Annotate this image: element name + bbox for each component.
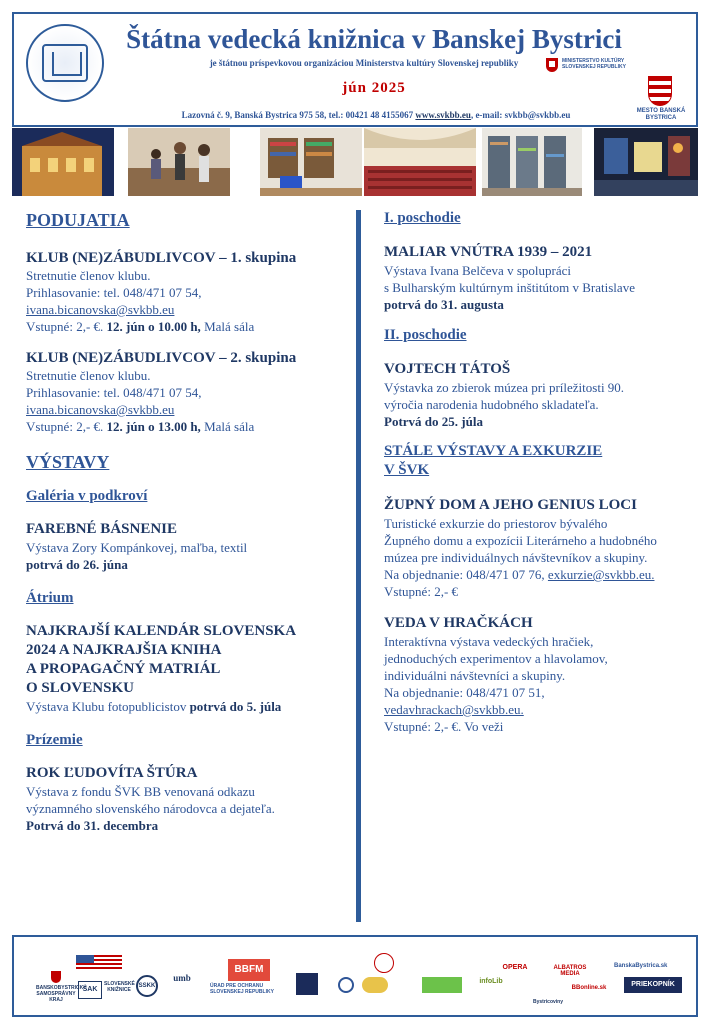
location-floor1: I. poschodie — [384, 210, 461, 226]
section-vystavy: VÝSTAVY — [26, 452, 110, 472]
header-subtitle: je štátnou príspevkovou organizáciou Ministerstva kultúry Slovenskej republiky — [209, 58, 519, 68]
hall-photo — [364, 128, 476, 196]
sponsor-logo: ALBATROS MEDIA — [553, 965, 587, 977]
exhibition-fee: Vstupné: 2,- €. Vo veži — [384, 719, 504, 734]
sponsor-logo: PRIEKOPNÍK — [624, 977, 682, 993]
sponsor-logo-green — [422, 977, 462, 993]
exhibition-title: MALIAR VNÚTRA 1939 – 2021 — [384, 244, 593, 260]
exhibition-photo — [594, 128, 698, 196]
column-divider — [356, 210, 361, 922]
crest-icon — [648, 76, 672, 106]
ministry-label: MINISTERSTVO KULTÚRY SLOVENSKEJ REPUBLIKY — [562, 58, 626, 70]
crest-icon — [51, 971, 61, 983]
exhibition-title: ROK ĽUDOVÍTA ŠTÚRA — [26, 765, 198, 781]
exhibition-desc: Výstavka zo zbierok múzea pri príležitosti 90. — [384, 380, 625, 395]
building-icon — [42, 44, 88, 82]
exhibition-desc: individuálni návštevníci a skupiny. — [384, 668, 566, 683]
sponsor-logo: BBFM — [228, 959, 270, 981]
veda-email-link[interactable]: vedavhrackach@svkbb.eu. — [384, 702, 524, 717]
exhibition-order: Na objednanie: 048/471 07 51, — [384, 685, 545, 700]
location-galeria: Galéria v podkroví — [26, 488, 148, 504]
location-prizemie: Prízemie — [26, 732, 83, 748]
event-desc: Stretnutie členov klubu. — [26, 368, 151, 383]
exhibition-order: Na objednanie: 048/471 07 76, exkurzie@svkbb.eu. — [384, 567, 655, 582]
event-title: KLUB (NE)ZÁBUDLIVCOV – 2. skupina — [26, 350, 297, 366]
bookshelves-photo — [482, 128, 582, 196]
sponsor-logo: SSKK — [136, 975, 158, 997]
reading-room-photo — [260, 128, 362, 196]
photo-strip — [12, 128, 698, 196]
event-registration: Prihlasovanie: tel. 048/471 07 54, — [26, 385, 202, 400]
section-permanent: V ŠVK — [384, 462, 430, 478]
exhibition-desc: Turistické exkurzie do priestorov bývalého — [384, 516, 608, 531]
exhibition-until: Potrvá do 31. decembra — [26, 818, 159, 833]
sponsor-logo: umb — [173, 973, 191, 983]
flag-logo — [76, 955, 122, 969]
exhibition-title: VEDA V HRAČKÁCH — [384, 615, 533, 631]
section-permanent: STÁLE VÝSTAVY A EXKURZIE — [384, 443, 603, 459]
event-email-link[interactable]: ivana.bicanovska@svkbb.eu — [26, 302, 175, 317]
sponsor-logo: SAK — [78, 981, 102, 999]
sponsor-logo: BANSKOBYSTRICKÝ SAMOSPRÁVNY KRAJ — [36, 971, 76, 1003]
exhibition-desc: Výstava Ivana Belčeva v spolupráci — [384, 263, 571, 278]
sponsor-seal — [374, 953, 394, 973]
event-desc: Stretnutie členov klubu. — [26, 268, 151, 283]
email-text: , e-mail: svkbb@svkbb.eu — [470, 110, 571, 120]
city-label: MESTO BANSKÁ BYSTRICA — [636, 108, 686, 121]
sponsor-logo: BanskaBystrica.sk — [614, 963, 668, 969]
sponsor-logo: SLOVENSKÉ KNIŽNICE — [104, 981, 135, 993]
exhibition-title: NAJKRAJŠÍ KALENDÁR SLOVENSKA — [26, 623, 297, 639]
exhibition-desc: Výstava z fondu ŠVK BB venovaná odkazu — [26, 784, 255, 799]
sponsor-logo-square — [296, 973, 318, 995]
exhibition-until: potrvá do 31. augusta — [384, 297, 504, 312]
ministry-logo — [546, 58, 626, 88]
sponsor-logo: infoLib — [479, 978, 503, 985]
sponsors-footer — [12, 935, 698, 1017]
city-logo — [628, 76, 694, 124]
location-floor2: II. poschodie — [384, 327, 467, 343]
exhibition-desc: významného slovenského národovca a dejateľa. — [26, 801, 275, 816]
sponsor-logo: BBonline.sk — [571, 985, 607, 991]
exhibition-title: FAREBNÉ BÁSNENIE — [26, 521, 178, 537]
visitors-photo — [128, 128, 230, 196]
exhibition-title: VOJTECH TÁTOŠ — [384, 361, 511, 377]
issue-month: jún 2025 — [342, 80, 406, 96]
web-link[interactable]: www.svkbb.eu — [415, 110, 471, 120]
exhibition-desc: Župného domu a expozícii Literárneho a hudobného — [384, 533, 657, 548]
event-fee: Vstupné: 2,- €. 12. jún o 10.00 h, Malá sála — [26, 319, 255, 334]
sponsor-logo-oval — [362, 977, 388, 993]
section-podujatia: PODUJATIA — [26, 210, 130, 230]
exhibition-desc: s Bulharským kultúrnym inštitútom v Bratislave — [384, 280, 635, 295]
exhibition-title: 2024 A NAJKRAJŠIA KNIHA — [26, 642, 222, 658]
event-email-link[interactable]: ivana.bicanovska@svkbb.eu — [26, 402, 175, 417]
event-registration: Prihlasovanie: tel. 048/471 07 54, — [26, 285, 202, 300]
exhibition-title: A PROPAGAČNÝ MATRIÁL — [26, 661, 221, 677]
header-address: Lazovná č. 9, Banská Bystrica 975 58, tel.: 00421 48 4155067 www.svkbb.eu, e-mail: svkbb@svkbb.eu — [181, 110, 571, 120]
exhibition-desc: jednoduchých experimentov a hlavolamov, — [384, 651, 608, 666]
exhibition-title: O SLOVENSKU — [26, 680, 134, 696]
exhibition-desc: Interaktívna výstava vedeckých hračiek, — [384, 634, 594, 649]
exhibition-desc: Výstava Klubu fotopublicistov potrvá do 5. júla — [26, 699, 282, 714]
exhibition-desc: výročia narodenia hudobného skladateľa. — [384, 397, 599, 412]
library-seal-logo — [26, 24, 104, 102]
exhibition-desc: Výstava Zory Kompánkovej, maľba, textil — [26, 540, 248, 555]
sponsor-logo-circle — [338, 977, 354, 993]
event-title: KLUB (NE)ZÁBUDLIVCOV – 1. skupina — [26, 250, 297, 266]
sponsor-logo: ÚRAD PRE OCHRANU SLOVENSKEJ REPUBLIKY — [210, 983, 274, 995]
exkurzie-email-link[interactable]: exkurzie@svkbb.eu. — [547, 567, 655, 582]
exhibition-fee: Vstupné: 2,- € — [384, 584, 459, 599]
location-atrium: Átrium — [26, 590, 74, 606]
exhibition-title: ŽUPNÝ DOM A JEHO GENIUS LOCI — [384, 497, 637, 513]
event-fee: Vstupné: 2,- €. 12. jún o 13.00 h, Malá sála — [26, 419, 255, 434]
header-frame — [12, 12, 698, 127]
flag-canton — [76, 955, 94, 963]
sponsor-logo: OPERA — [502, 964, 528, 971]
exhibition-desc: múzea pre individuálnych návštevníkov a skupiny. — [384, 550, 648, 565]
sponsor-logo: Bystricoviny — [532, 999, 563, 1005]
exhibition-until: Potrvá do 25. júla — [384, 414, 483, 429]
page-title: Štátna vedecká knižnica v Banskej Bystrici — [126, 24, 622, 54]
shield-icon — [546, 58, 558, 72]
exhibition-until: potrvá do 26. júna — [26, 557, 128, 572]
building-photo — [12, 128, 114, 196]
